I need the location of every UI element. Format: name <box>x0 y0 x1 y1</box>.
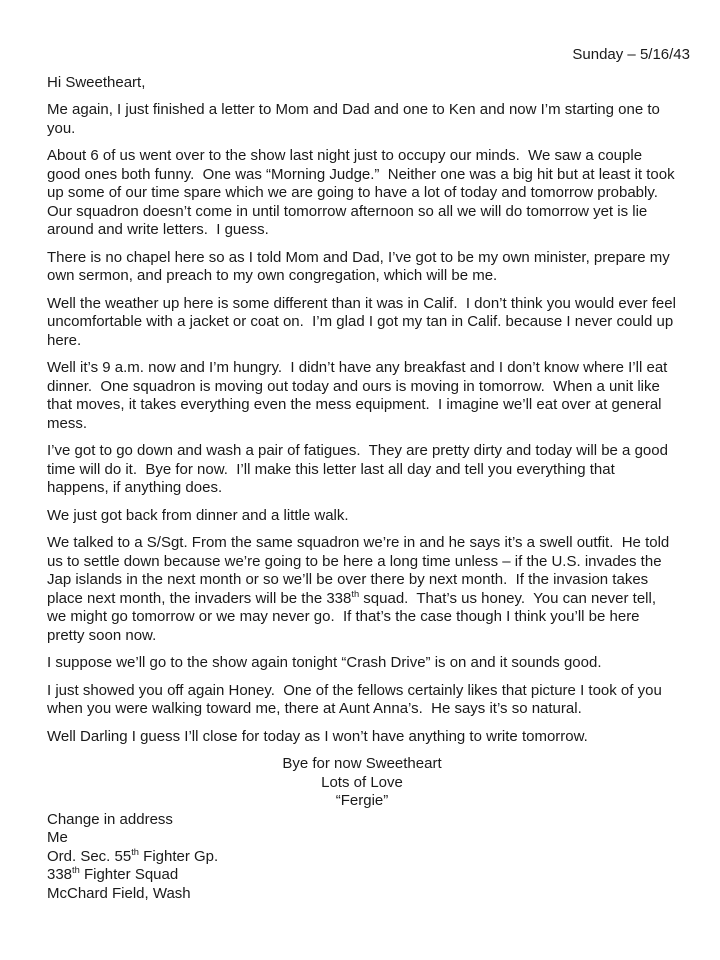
address-line: Me <box>47 829 68 846</box>
paragraph-list <box>47 101 681 746</box>
address-line: Ord. Sec. 55th Fighter Gp. <box>47 846 219 865</box>
paragraph: Well Darling I guess I’ll close for today as I won’t have anything to write tomorrow. <box>47 727 588 745</box>
paragraph: Well the weather up here is some different than it was in Calif. I don’t think you would ever feel uncomfortable with a jacket or coat on. I’m glad I got my tan in Calif. because I never could up here. <box>47 294 681 349</box>
closing-line: Lots of Love <box>321 773 403 791</box>
address-line: Change in address <box>47 810 173 828</box>
paragraph: I just showed you off again Honey. One of the fellows certainly likes that picture I took of you when you were walking toward me, there at Aunt Anna’s. He says it’s so natural. <box>47 681 666 717</box>
letter-body <box>47 74 690 747</box>
letter-date: Sunday – 5/16/43 <box>572 46 690 63</box>
paragraph: We talked to a S/Sgt. From the same squadron we’re in and he says it’s a swell outfit. He told us to settle down because we’re going to be here a long time unless – if the U.S. invades the Jap islands in the next month or so we’ll be over there by next month. If the invasion takes place next month, the invaders will be the 338th squad. That’s us honey. You can never tell, we might go tomorrow or we may never go. If that’s the case though I think you’ll be here pretty soon now. <box>47 534 674 644</box>
paragraph: We just got back from dinner and a little walk. <box>47 506 349 524</box>
paragraph: Well it’s 9 a.m. now and I’m hungry. I didn’t have any breakfast and I don’t know where I’ll eat dinner. One squadron is moving out today and ours is moving in tomorrow. When a unit like that moves, it takes everything even the mess equipment. I imagine we’ll eat over at general mess. <box>47 359 672 432</box>
closing-line: Bye for now Sweetheart <box>282 755 442 772</box>
paragraph: There is no chapel here so as I told Mom and Dad, I’ve got to be my own minister, prepare my own sermon, and preach to my own congregation, which will be me. <box>47 248 674 284</box>
paragraph: I’ve got to go down and wash a pair of fatigues. They are pretty dirty and today will be a good time will do it. Bye for now. I’ll make this letter last all day and tell you everything that happens, if anything does. <box>47 442 673 496</box>
address-line: 338th Fighter Squad <box>47 865 179 883</box>
address-line: McChard Field, Wash <box>47 884 191 902</box>
paragraph: Me again, I just finished a letter to Mom and Dad and one to Ken and now I’m starting one to you. <box>47 101 665 137</box>
paragraph: I suppose we’ll go to the show again tonight “Crash Drive” is on and it sounds good. <box>47 654 602 671</box>
paragraph: About 6 of us went over to the show last night just to occupy our minds. We saw a couple good ones both funny. One was “Morning Judge.” Neither one was a big hit but at least it took up some of our time spare which we are going to have a lot of today and tomorrow probably. Our squadron doesn’t come in until tomorrow afternoon so all we will do tomorrow yet is lie around and write letters. I guess. <box>47 147 679 238</box>
closing-line: “Fergie” <box>335 792 389 809</box>
address-block <box>47 811 690 904</box>
closing-block <box>47 755 690 811</box>
salutation: Hi Sweetheart, <box>47 73 146 91</box>
